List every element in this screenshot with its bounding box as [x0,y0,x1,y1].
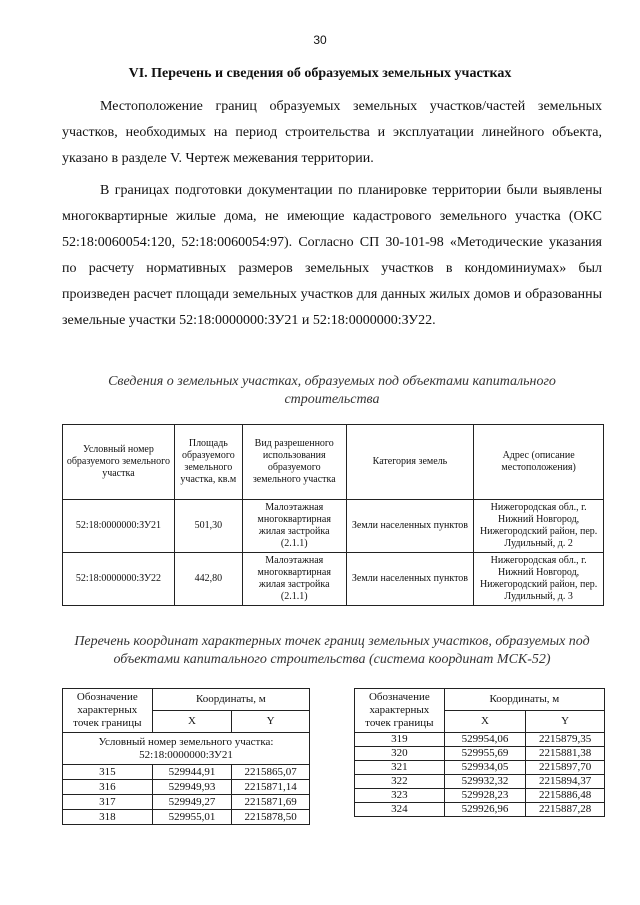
cell-x: 529934,05 [444,761,526,775]
paragraph-text: Местоположение границ образуемых земельных участков/частей земельных участков, необходимых на период строительства и эксплуатации линейного объекта, указано в разделе V. Чертеж межевания территории. [62,99,602,166]
cell-x: 529928,23 [444,789,526,803]
header-x: X [444,711,526,733]
table-row [355,747,605,761]
cell-point: 320 [355,747,445,761]
coordinates-table-caption: Перечень координат характерных точек границ земельных участков, образуемых под объектами капитального строительства (система координат МСК-52) [74,634,590,667]
table-row [63,553,604,606]
header-coordinates: Координаты, м [444,689,604,711]
cell-x: 529955,01 [152,810,232,825]
table-row [355,775,605,789]
cell-point: 318 [63,810,153,825]
header-point: Обозначение характерных точек границы [355,689,445,733]
parcels-table-header [63,425,604,500]
coordinates-table-left [62,688,310,825]
header-address: Адрес (описание местоположения) [474,425,604,500]
cell-point: 316 [63,780,153,795]
cell-point: 319 [355,733,445,747]
header-land-category: Категория земель [346,425,474,500]
table-row [63,795,310,810]
parcels-table-caption: Сведения о земельных участках, образуемых под объектами капитального строительства [108,374,556,407]
coordinates-table-right [354,688,605,817]
cell-x: 529926,96 [444,803,526,817]
cell-point: 321 [355,761,445,775]
cell-area: 442,80 [174,553,242,606]
cell-y: 2215878,50 [232,810,310,825]
cell-y: 2215887,28 [526,803,605,817]
cell-x: 529932,32 [444,775,526,789]
table-row [355,761,605,775]
page-number: 30 [313,33,327,47]
cell-permitted-use: Малоэтажная многоквартирная жилая застройка (2.1.1) [242,553,346,606]
cell-cadastral-number: 52:18:0000000:ЗУ22 [63,553,175,606]
table-row [355,789,605,803]
cell-y: 2215871,69 [232,795,310,810]
cell-y: 2215894,37 [526,775,605,789]
table-row [63,500,604,553]
cell-point: 324 [355,803,445,817]
paragraph-location [62,94,602,178]
table-row [355,733,605,747]
header-coordinates: Координаты, м [152,689,309,711]
parcels-table [62,424,604,606]
header-permitted-use: Вид разрешенного использования образуемого земельного участка [242,425,346,500]
cell-point: 317 [63,795,153,810]
header-y: Y [526,711,605,733]
parcel-number-label: Условный номер земельного участка: 52:18:0000000:ЗУ21 [63,733,310,765]
table-row [355,803,605,817]
cell-area: 501,30 [174,500,242,553]
cell-point: 322 [355,775,445,789]
cell-point: 323 [355,789,445,803]
cell-x: 529949,93 [152,780,232,795]
cell-x: 529954,06 [444,733,526,747]
header-point: Обозначение характерных точек границы [63,689,153,733]
cell-y: 2215865,07 [232,765,310,780]
header-x: X [152,711,232,733]
cell-address: Нижегородская обл., г. Нижний Новгород, Нижегородский район, пер. Лудильный, д. 2 [474,500,604,553]
table-row [63,765,310,780]
cell-x: 529949,27 [152,795,232,810]
cell-cadastral-number: 52:18:0000000:ЗУ21 [63,500,175,553]
paragraph-text: В границах подготовки документации по планировке территории были выявлены многоквартирные жилые дома, не имеющие кадастрового земельного участка (ОКС 52:18:0060054:120, 52:18:0060054:97). Согласно СП 30-101-98 «Методические указания по расчету нормативных размеров земельных участков в кондоминиумах» был произведен расчет площади земельных участков для данных жилых домов и образованны земельные участки 52:18:0000000:ЗУ21 и 52:18:0000000:ЗУ22. [62,183,602,328]
cell-address: Нижегородская обл., г. Нижний Новгород, Нижегородский район, пер. Лудильный, д. 3 [474,553,604,606]
header-area: Площадь образуемого земельного участка, кв.м [174,425,242,500]
header-cadastral-number: Условный номер образуемого земельного участка [63,425,175,500]
cell-y: 2215881,38 [526,747,605,761]
cell-y: 2215879,35 [526,733,605,747]
cell-point: 315 [63,765,153,780]
cell-y: 2215897,70 [526,761,605,775]
header-y: Y [232,711,310,733]
table-row [63,810,310,825]
section-heading: VI. Перечень и сведения об образуемых земельных участках [128,66,512,81]
cell-x: 529944,91 [152,765,232,780]
cell-x: 529955,69 [444,747,526,761]
cell-permitted-use: Малоэтажная многоквартирная жилая застройка (2.1.1) [242,500,346,553]
cell-y: 2215886,48 [526,789,605,803]
cell-y: 2215871,14 [232,780,310,795]
cell-land-category: Земли населенных пунктов [346,500,474,553]
cell-land-category: Земли населенных пунктов [346,553,474,606]
paragraph-calculation [62,178,602,340]
table-row [63,780,310,795]
